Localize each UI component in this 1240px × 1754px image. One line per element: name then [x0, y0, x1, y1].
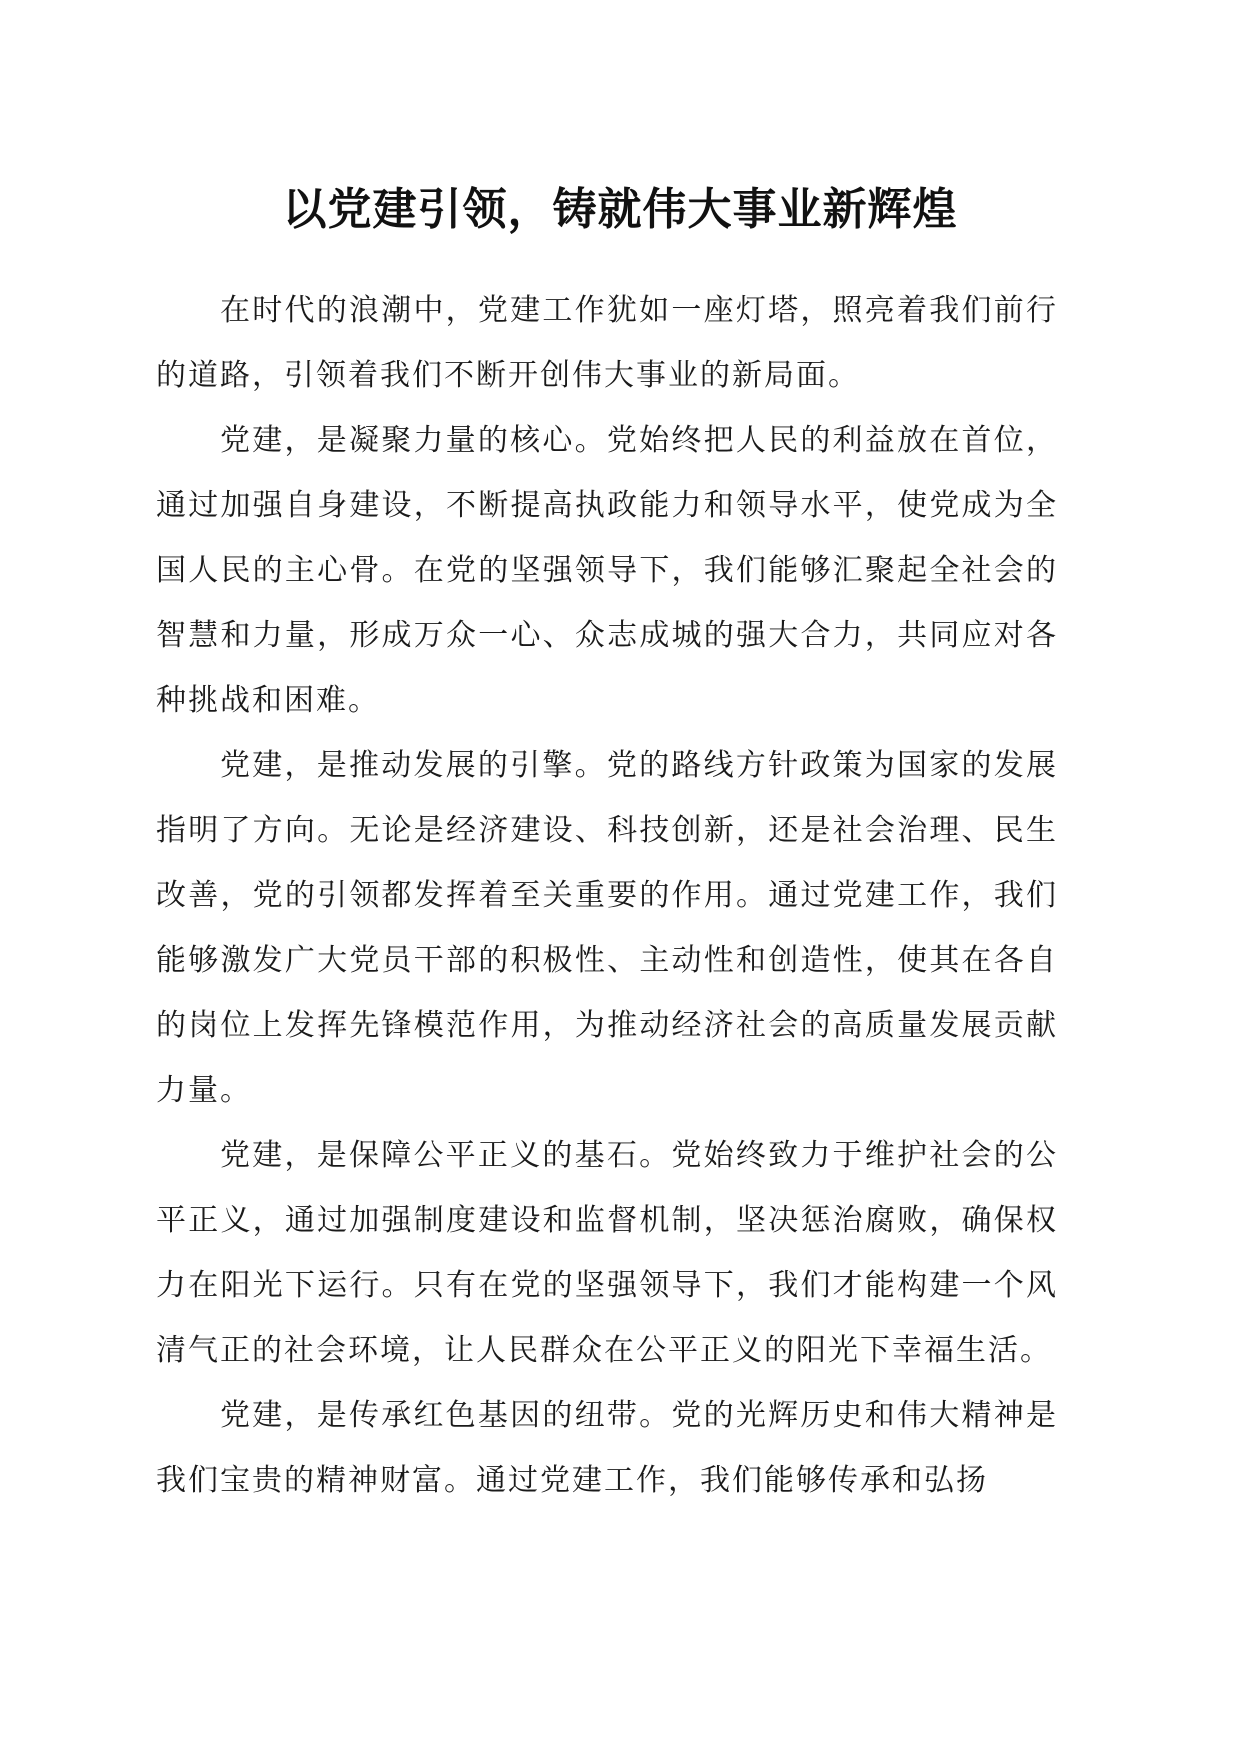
paragraph: 在时代的浪潮中，党建工作犹如一座灯塔，照亮着我们前行的道路，引领着我们不断开创伟大事业的新局面。	[156, 293, 1058, 393]
paragraph: 党建，是推动发展的引擎。党的路线方针政策为国家的发展指明了方向。无论是经济建设、科技创新，还是社会治理、民生改善，党的引领都发挥着至关重要的作用。通过党建工作，我们能够激发广大党员干部的积极性、主动性和创造性，使其在各自的岗位上发挥先锋模范作用，为推动经济社会的高质量发展贡献力量。	[156, 748, 1058, 1108]
document-body	[156, 278, 1058, 1513]
paragraph: 党建，是保障公平正义的基石。党始终致力于维护社会的公平正义，通过加强制度建设和监督机制，坚决惩治腐败，确保权力在阳光下运行。只有在党的坚强领导下，我们才能构建一个风清气正的社会环境，让人民群众在公平正义的阳光下幸福生活。	[156, 1138, 1058, 1368]
paragraph: 党建，是凝聚力量的核心。党始终把人民的利益放在首位，通过加强自身建设，不断提高执政能力和领导水平，使党成为全国人民的主心骨。在党的坚强领导下，我们能够汇聚起全社会的智慧和力量，形成万众一心、众志成城的强大合力，共同应对各种挑战和困难。	[156, 423, 1058, 718]
document-title: 以党建引领，铸就伟大事业新辉煌	[282, 184, 958, 235]
paragraph: 党建，是传承红色基因的纽带。党的光辉历史和伟大精神是我们宝贵的精神财富。通过党建工作，我们能够传承和弘扬	[156, 1398, 1058, 1498]
